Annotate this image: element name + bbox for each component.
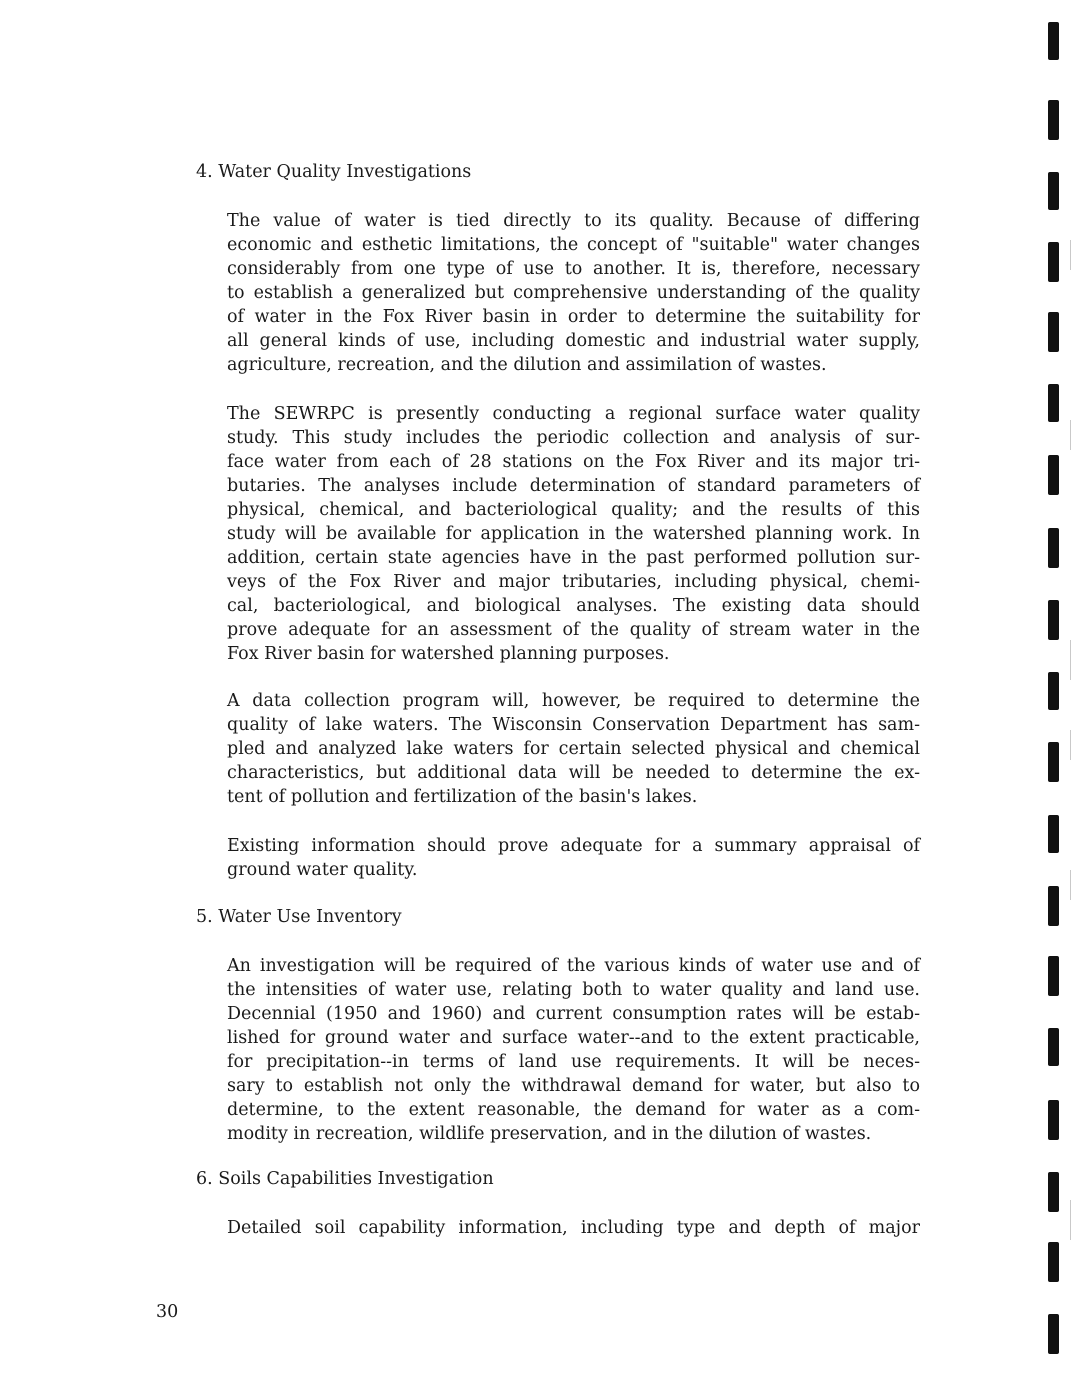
binding-punch-hole [1048, 528, 1059, 568]
binding-edge-mark [1070, 730, 1071, 760]
section-6-heading: 6. Soils Capabilities Investigation [196, 1169, 494, 1189]
text-line: Existing information should prove adequate for a summary appraisal of [227, 836, 920, 856]
text-line: characteristics, but additional data will be needed to determine the ex- [227, 763, 920, 783]
text-line: pled and analyzed lake waters for certain selected physical and chemical [227, 739, 920, 759]
text-line: An investigation will be required of the various kinds of water use and of [227, 956, 920, 976]
binding-punch-hole [1048, 312, 1059, 352]
text-line: The SEWRPC is presently conducting a regional surface water quality [227, 404, 920, 424]
text-line: A data collection program will, however, be required to determine the [227, 691, 920, 711]
text-line: modity in recreation, wildlife preservation, and in the dilution of wastes. [227, 1124, 872, 1144]
binding-punch-hole [1048, 22, 1059, 60]
binding-edge-mark [1070, 1200, 1071, 1240]
binding-edge [1038, 0, 1073, 1380]
section-4-paragraph-3 [227, 689, 920, 809]
text-line: economic and esthetic limitations, the concept of "suitable" water changes [227, 235, 920, 255]
binding-punch-hole [1048, 242, 1059, 282]
text-line: ground water quality. [227, 860, 418, 880]
binding-punch-hole [1048, 172, 1059, 210]
binding-edge-mark [1070, 420, 1071, 450]
text-line: considerably from one type of use to another. It is, therefore, necessary [227, 259, 920, 279]
text-line: Decennial (1950 and 1960) and current consumption rates will be estab- [227, 1004, 920, 1024]
text-line: Fox River basin for watershed planning purposes. [227, 644, 670, 664]
text-line: quality of lake waters. The Wisconsin Conservation Department has sam- [227, 715, 920, 735]
text-line: study. This study includes the periodic collection and analysis of sur- [227, 428, 920, 448]
binding-punch-hole [1048, 1172, 1059, 1212]
binding-punch-hole [1048, 1242, 1059, 1282]
text-line: to establish a generalized but comprehensive understanding of the quality [227, 283, 920, 303]
binding-edge-mark [1070, 870, 1071, 900]
section-5-heading: 5. Water Use Inventory [196, 907, 402, 927]
text-line: study will be available for application in the watershed planning work. In [227, 524, 920, 544]
text-line: lished for ground water and surface water--and to the extent practicable, [227, 1028, 920, 1048]
section-5-paragraph-1 [227, 954, 920, 1146]
section-6-paragraph-1 [227, 1216, 920, 1240]
binding-punch-hole [1048, 886, 1059, 926]
binding-punch-hole [1048, 384, 1059, 422]
page-number: 30 [156, 1302, 179, 1322]
section-4-paragraph-4 [227, 834, 920, 882]
text-line: The value of water is tied directly to its quality. Because of differing [227, 211, 920, 231]
binding-punch-hole [1048, 1314, 1059, 1354]
text-line: the intensities of water use, relating both to water quality and land use. [227, 980, 920, 1000]
binding-punch-hole [1048, 1100, 1059, 1140]
binding-punch-hole [1048, 672, 1059, 710]
text-line: butaries. The analyses include determination of standard parameters of [227, 476, 920, 496]
binding-edge-mark [1070, 640, 1071, 680]
text-line: all general kinds of use, including domestic and industrial water supply, [227, 331, 920, 351]
text-line: for precipitation--in terms of land use requirements. It will be neces- [227, 1052, 920, 1072]
text-line: of water in the Fox River basin in order to determine the suitability for [227, 307, 920, 327]
binding-punch-hole [1048, 455, 1059, 495]
binding-punch-hole [1048, 600, 1059, 640]
text-line: tent of pollution and fertilization of the basin's lakes. [227, 787, 698, 807]
text-line: Detailed soil capability information, including type and depth of major [227, 1218, 920, 1238]
binding-edge-mark [1070, 240, 1071, 270]
section-4-paragraph-1 [227, 209, 920, 377]
binding-punch-hole [1048, 1028, 1059, 1066]
text-line: sary to establish not only the withdrawal demand for water, but also to [227, 1076, 920, 1096]
text-line: agriculture, recreation, and the dilution and assimilation of wastes. [227, 355, 827, 375]
text-line: cal, bacteriological, and biological analyses. The existing data should [227, 596, 920, 616]
text-line: veys of the Fox River and major tributaries, including physical, chemi- [227, 572, 920, 592]
section-4-heading: 4. Water Quality Investigations [196, 162, 472, 182]
text-line: face water from each of 28 stations on the Fox River and its major tri- [227, 452, 920, 472]
text-line: prove adequate for an assessment of the quality of stream water in the [227, 620, 920, 640]
binding-punch-hole [1048, 100, 1059, 140]
binding-punch-hole [1048, 815, 1059, 853]
text-line: physical, chemical, and bacteriological quality; and the results of this [227, 500, 920, 520]
text-line: determine, to the extent reasonable, the demand for water as a com- [227, 1100, 920, 1120]
text-line: addition, certain state agencies have in the past performed pollution sur- [227, 548, 920, 568]
binding-punch-hole [1048, 956, 1059, 996]
binding-punch-hole [1048, 742, 1059, 782]
section-4-paragraph-2 [227, 402, 920, 666]
